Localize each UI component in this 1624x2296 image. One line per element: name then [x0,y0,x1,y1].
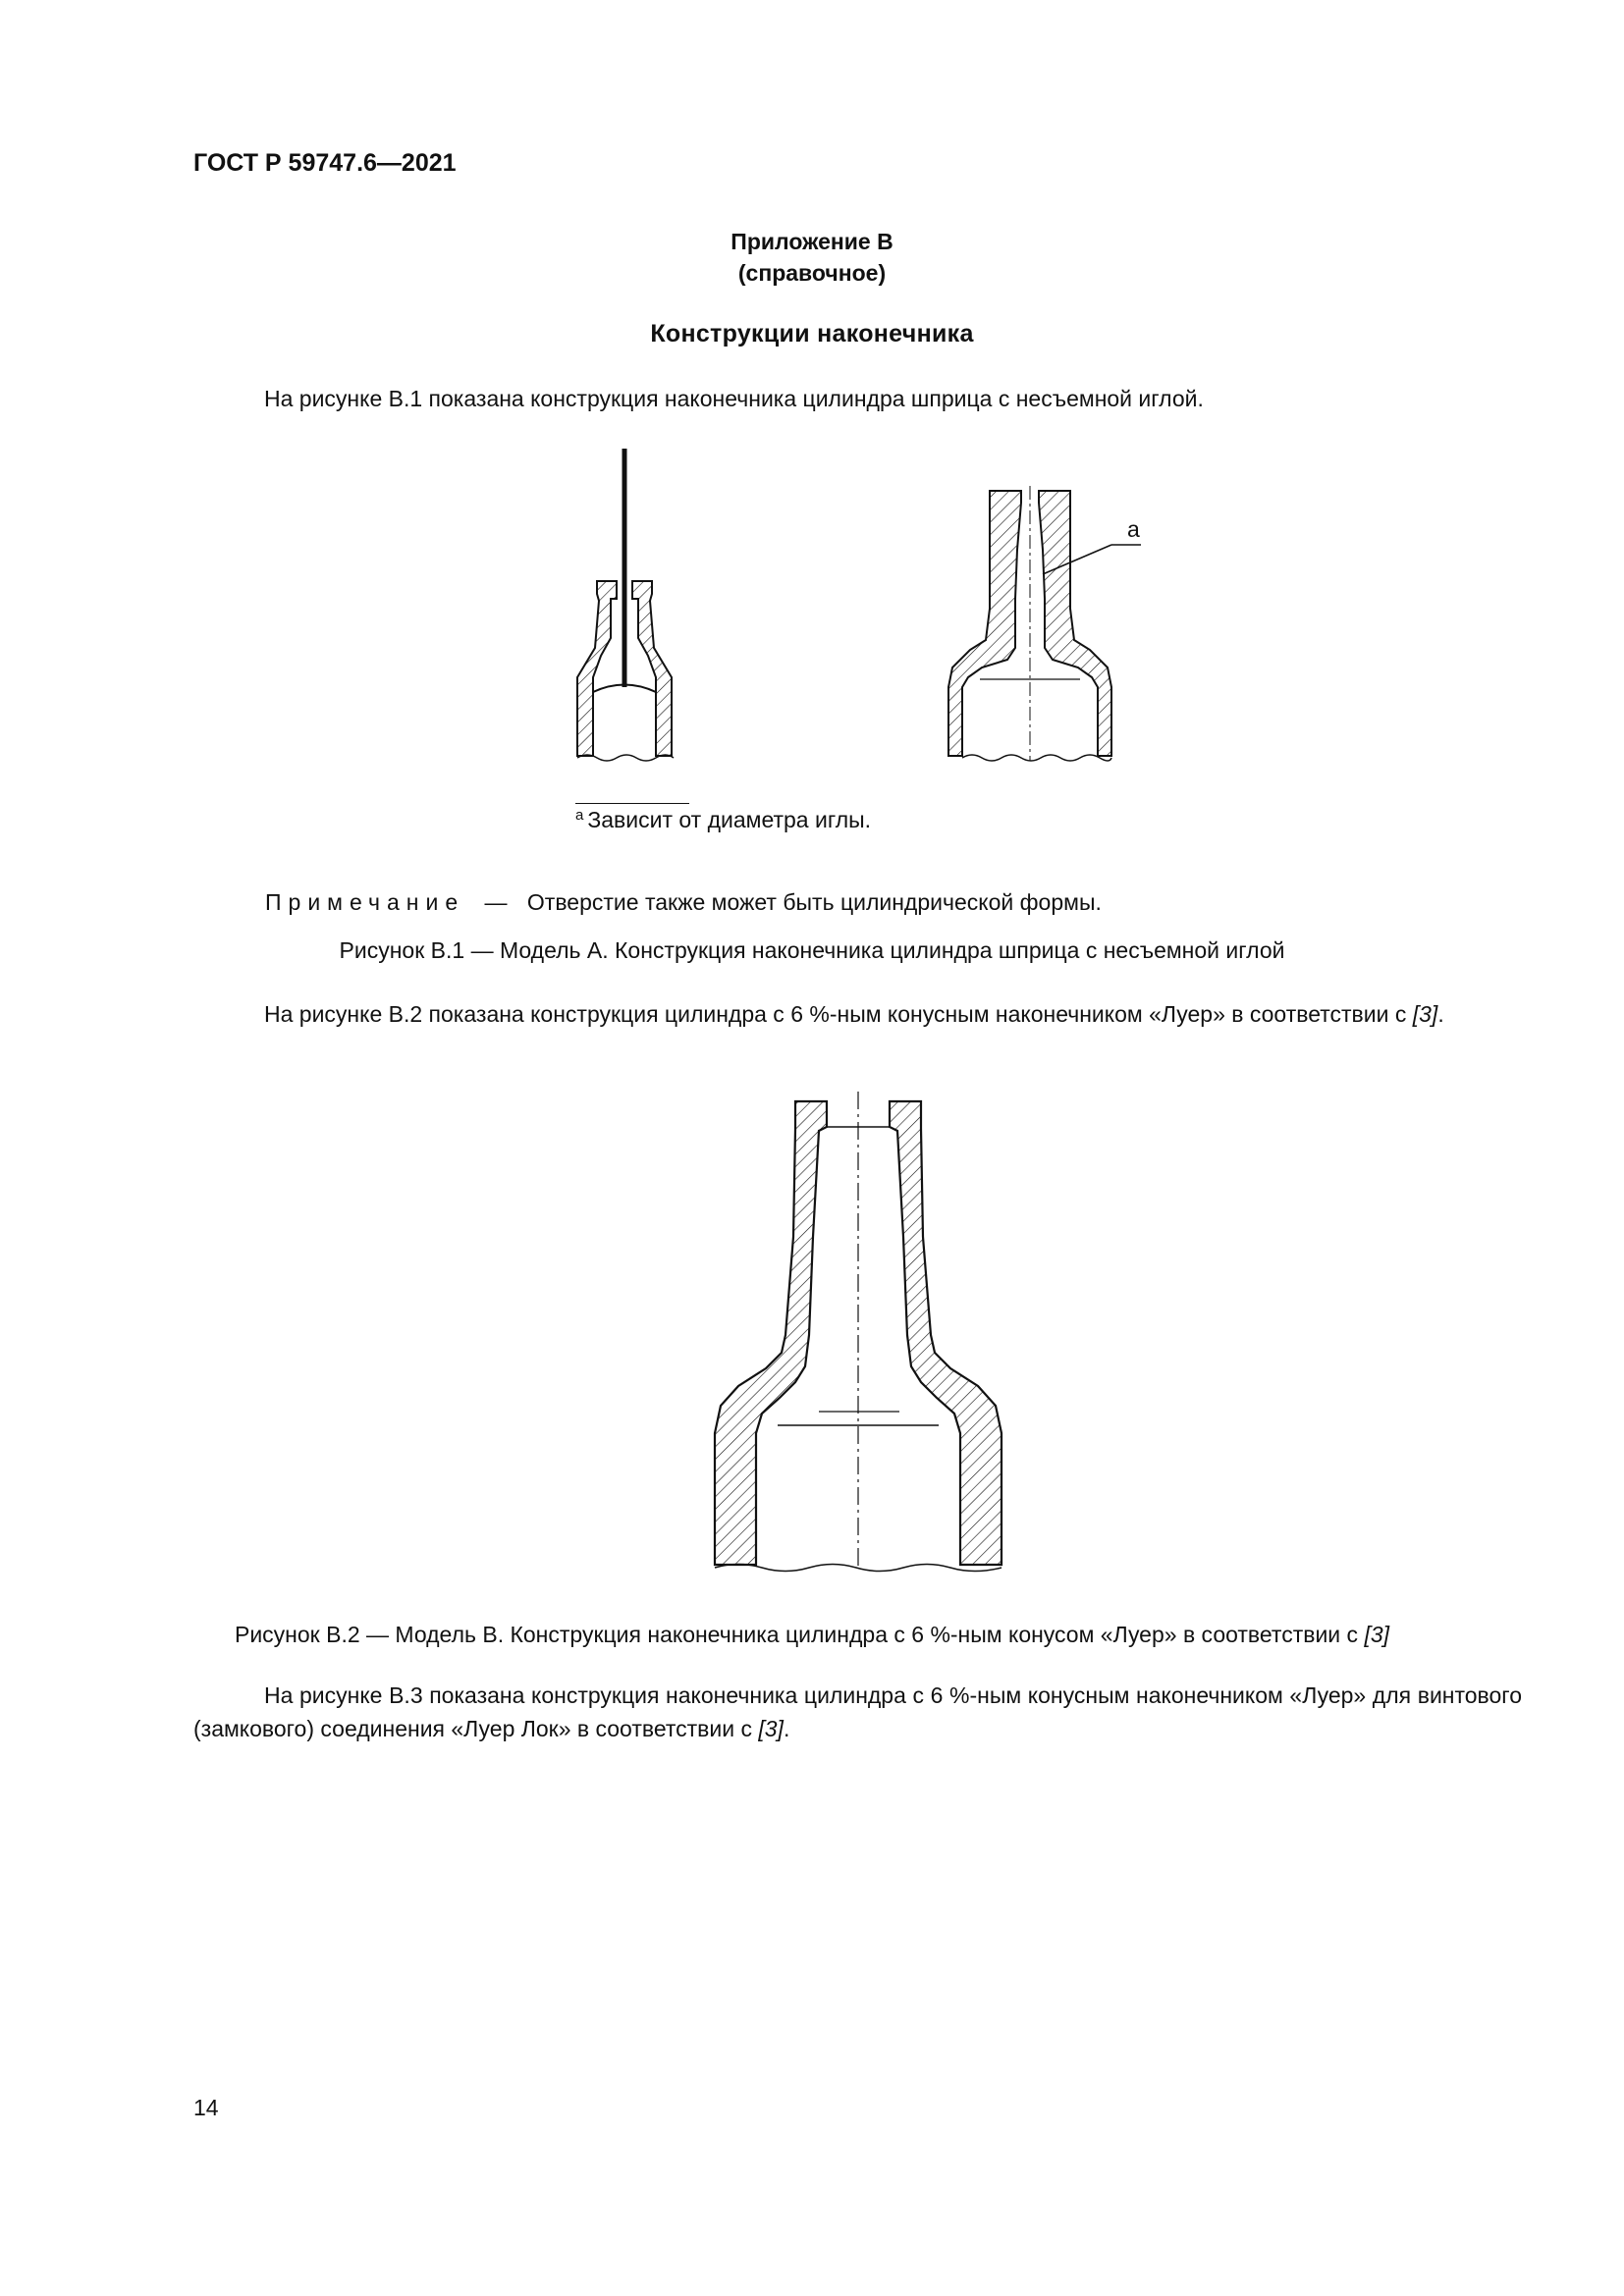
figure-b2-caption-ref: [3] [1364,1622,1390,1647]
footnote-rule [575,803,689,804]
standard-code: ГОСТ Р 59747.6—2021 [193,149,457,177]
figure-b2-caption [0,1622,1624,1648]
appendix-status: (справочное) [737,260,887,286]
paragraph-3 [193,1679,1522,1745]
paragraph-3-text: На рисунке В.3 показана конструкция наконечника цилиндра с 6 %-ным конусным наконечником «Луер» для винтового (замкового) соединения «Луер Лок» в соответствии с [193,1682,1522,1741]
appendix-title: Приложение В [731,229,893,254]
figure-b1-note [265,889,1102,916]
paragraph-3-ref: [3] [758,1716,784,1741]
figure-b2-caption-text: Рисунок В.2 — Модель В. Конструкция наконечника цилиндра с 6 %-ным конусом «Луер» в соответствии с [234,1622,1365,1647]
paragraph-1: На рисунке В.1 показана конструкция наконечника цилиндра шприца с несъемной иглой. [264,386,1204,411]
page-number: 14 [193,2095,219,2120]
paragraph-2-end: . [1437,1001,1444,1027]
figure-b1-caption: Рисунок В.1 — Модель А. Конструкция наконечника цилиндра шприца с несъемной иглой [339,937,1285,963]
note-dash: — [484,889,508,915]
footnote [575,807,871,833]
label-a: а [1127,516,1140,542]
footnote-marker: а [575,807,584,824]
paragraph-2 [193,997,1522,1031]
paragraph-3-end: . [783,1716,790,1741]
paragraph-2-text: На рисунке В.2 показана конструкция цилиндра с 6 %-ным конусным наконечником «Луер» в соответствии с [264,1001,1413,1027]
note-text: Отверстие также может быть цилиндрической формы. [526,889,1102,915]
figure-b2-drawing [715,1092,1001,1572]
paragraph-2-ref: [3] [1412,1001,1438,1027]
note-label: Примечание [265,889,465,915]
tip-section-right [948,486,1141,761]
footnote-text: Зависит от диаметра иглы. [587,807,872,832]
section-title: Конструкции наконечника [650,320,974,347]
needle-tip-left [577,449,674,761]
